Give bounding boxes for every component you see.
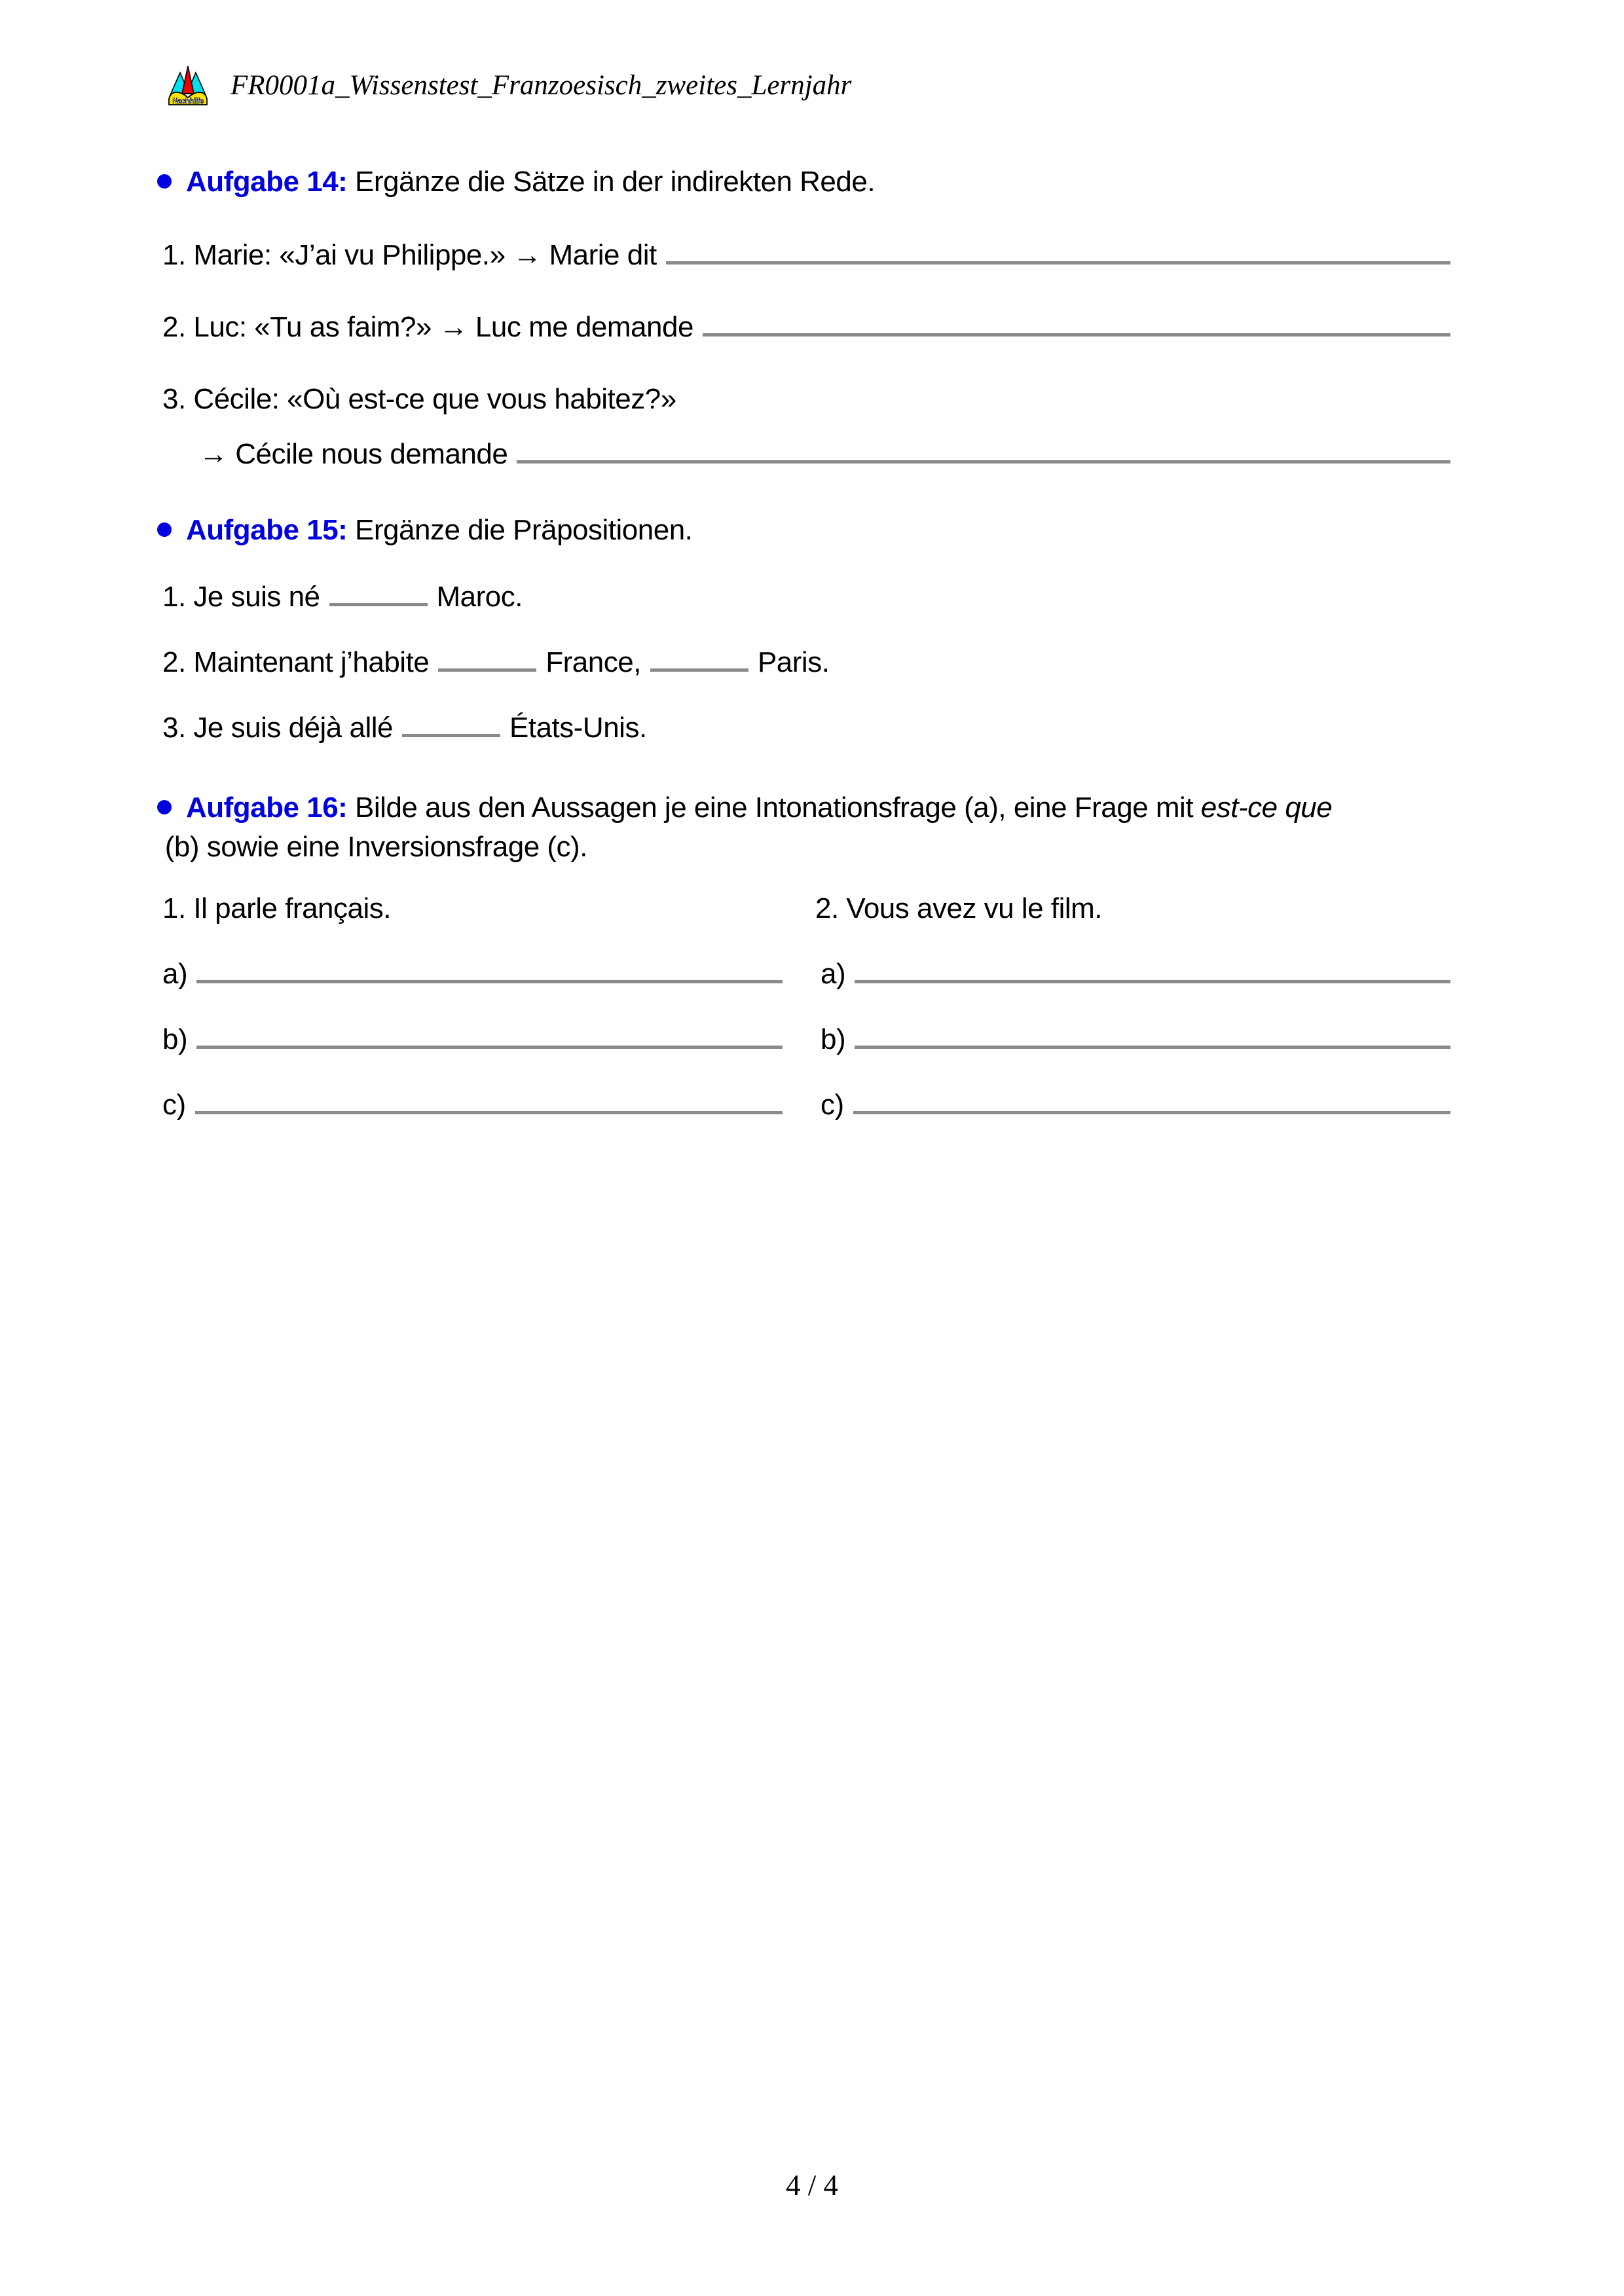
task-16-row-c [157,1087,1450,1123]
answer-blank [438,668,536,672]
task-15-item-3-before: 3. Je suis déjà allé [162,712,393,744]
answer-blank [196,1046,783,1049]
task-14-item-3 [157,381,1450,418]
row-a-label: a) [162,958,188,990]
task-14-instruction: Ergänze die Sätze in der indirekten Rede. [347,166,876,198]
task-16-row-b [157,1021,1450,1058]
task-16-instruction-part3: (b) sowie eine Inversionsfrage (c). [157,831,587,863]
task-14-item-3-continuation [157,436,1450,473]
answer-blank [855,980,1450,983]
task-15-item-3 [157,710,1450,746]
logo-text: Nachhilfe [172,98,204,105]
page-number: 4 / 4 [785,2169,838,2202]
task-15-heading [157,511,1450,550]
task-16-col2-b [815,1021,1450,1058]
task-14-heading [157,162,1450,202]
task-15-item-2-after: Paris. [757,646,830,678]
task-15-item-3-after: États-Unis. [509,712,647,744]
answer-blank [517,460,1450,464]
answer-blank [650,668,748,672]
answer-blank [853,1111,1450,1114]
bullet-icon [157,522,172,537]
task-15-item-1-after: Maroc. [436,581,523,613]
document-title: FR0001a_Wissenstest_Franzoesisch_zweites_Lernjahr [231,69,852,101]
task-16-sentences [157,890,1450,927]
task-16-col1-b [157,1021,783,1058]
row-b-label: b) [821,1023,846,1055]
task-15-item-1-before: 1. Je suis né [162,581,320,613]
answer-blank [402,734,500,737]
task-14-item-3b-text: → Cécile nous demande [199,438,508,470]
answer-blank [196,980,783,983]
task-16-sentence-1: 1. Il parle français. [162,892,391,924]
task-14-label: Aufgabe 14: [186,166,348,198]
answer-blank [195,1111,783,1114]
row-c-label: c) [821,1089,844,1121]
task-14-item-2 [157,309,1450,346]
task-16-row-a [157,956,1450,993]
task-14-item-1 [157,237,1450,274]
row-b-label: b) [162,1023,188,1055]
task-15-item-2-before: 2. Maintenant j’habite [162,646,430,678]
task-15-item-2 [157,644,1450,681]
task-16-col1-a [157,956,783,993]
task-15-item-2-mid: France, [545,646,641,678]
task-15-label: Aufgabe 15: [186,514,348,546]
row-c-label: c) [162,1089,186,1121]
answer-blank [855,1046,1450,1049]
task-16-col2-c [815,1087,1450,1123]
bullet-icon [157,174,172,189]
answer-blank [703,333,1450,337]
nachhilfe-logo-icon [168,64,208,106]
task-14-item-1-text: 1. Marie: «J’ai vu Philippe.» → Marie dit [162,239,657,271]
document-header [168,64,1450,106]
task-16-sentence-2: 2. Vous avez vu le film. [815,892,1102,924]
answer-blank [329,603,428,606]
task-16-col2-a [815,956,1450,993]
answer-blank [666,261,1450,264]
task-16-instruction-part1: Bilde aus den Aussagen je eine Intonationsfrage (a), eine Frage mit [347,792,1201,824]
task-16-heading [157,788,1450,867]
task-16-label: Aufgabe 16: [186,792,348,824]
task-14-item-2-text: 2. Luc: «Tu as faim?» → Luc me demande [162,311,693,343]
task-14-item-3-text: 3. Cécile: «Où est-ce que vous habitez?» [162,383,676,415]
task-16-col1-c [157,1087,783,1123]
page-content [157,0,1450,1123]
bullet-icon [157,800,172,814]
task-15-instruction: Ergänze die Präpositionen. [347,514,693,546]
task-16-instruction-italic: est-ce que [1200,792,1333,824]
task-15-item-1 [157,579,1450,615]
row-a-label: a) [821,958,846,990]
